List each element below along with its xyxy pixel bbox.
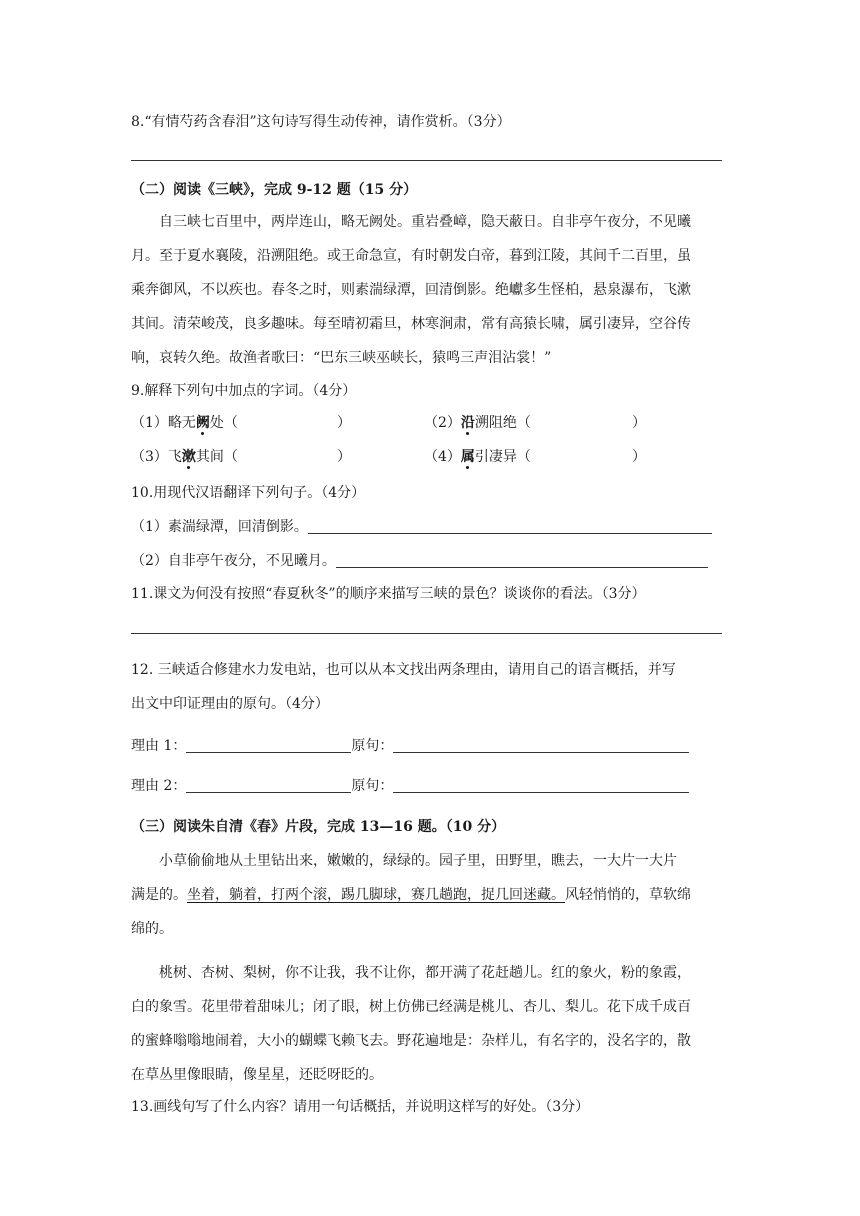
question-10: 10.用现代汉语翻译下列句子。（4分） xyxy=(131,485,366,501)
answer-blank[interactable] xyxy=(336,553,708,568)
q9-item-3: （3）飞漱其间（ xyxy=(131,449,238,465)
q9-item-2: （2）沿溯阻绝（ xyxy=(424,415,531,431)
question-12-line-2: 出文中印证理由的原句。（4分） xyxy=(131,696,329,712)
q9-item-1: （1）略无阙处（ xyxy=(131,415,238,431)
dotted-char: 漱 xyxy=(181,449,196,465)
passage-line: 月。至于夏水襄陵，沿溯阻绝。或王命急宣，有时朝发白帝，暮到江陵，其间千二百里，虽 xyxy=(131,248,691,264)
passage-line: 白的象雪。花里带着甜味儿；闭了眼，树上仿佛已经满是桃儿、杏儿、梨儿。花下成千成百 xyxy=(131,999,691,1015)
q9-item-4: （4）属引凄异（ xyxy=(424,449,531,465)
question-9: 9.解释下列句中加点的字词。（4分） xyxy=(131,383,357,399)
answer-blank[interactable] xyxy=(308,519,712,534)
passage-line: 自三峡七百里中，两岸连山，略无阙处。重岩叠嶂，隐天蔽日。自非亭午夜分，不见曦 xyxy=(159,214,691,230)
q9-blank-3[interactable]: ） xyxy=(337,449,351,465)
section-2-heading: （二）阅读《三峡》，完成 9-12 题（15 分） xyxy=(131,182,418,198)
passage-line: 的蜜蜂嗡嗡地闹着，大小的蝴蝶飞赖飞去。野花遍地是：杂样儿，有名字的，没名字的，散 xyxy=(131,1033,691,1049)
passage-line: 乘奔御风，不以疾也。春冬之时，则素湍绿潭，回清倒影。绝巘多生怪柏，悬泉瀑布，飞漱 xyxy=(131,282,691,298)
q12-reason-1: 理由 1： 原句： xyxy=(131,736,723,756)
passage-line: 满是的。坐着，躺着，打两个滚，踢几脚球，赛几趟跑，捉几回迷藏。风轻悄悄的，草软绵 xyxy=(131,887,691,903)
passage-line: 小草偷偷地从土里钻出来，嫩嫩的，绿绿的。园子里，田野里，瞧去，一大片一大片 xyxy=(159,853,677,869)
passage-line: 响，哀转久绝。故渔者歌曰：“巴东三峡巫峡长，猿鸣三声泪沾裳！” xyxy=(131,350,552,366)
quote-blank[interactable] xyxy=(393,778,689,793)
question-13: 13.画线句写了什么内容？请用一句话概括，并说明这样写的好处。（3分） xyxy=(131,1099,590,1115)
passage-line: 绵的。 xyxy=(131,921,173,937)
question-12-line-1: 12. 三峡适合修建水力发电站，也可以从本文找出两条理由，请用自己的语言概括，并写 xyxy=(131,662,676,678)
dotted-char: 沿 xyxy=(460,415,475,431)
q9-blank-1[interactable]: ） xyxy=(337,415,351,431)
reason-blank[interactable] xyxy=(186,738,351,753)
passage-line: 桃树、杏树、梨树，你不让我，我不让你，都开满了花赶趟儿。红的象火，粉的象霞， xyxy=(159,965,691,981)
answer-line-q11[interactable] xyxy=(131,633,722,634)
q9-blank-4[interactable]: ） xyxy=(632,449,646,465)
q12-reason-2: 理由 2： 原句： xyxy=(131,776,723,796)
section-3-heading: （三）阅读朱自清《春》片段，完成 13—16 题。（10 分） xyxy=(131,819,506,835)
q10-sentence-2: （2）自非亭午夜分，不见曦月。 xyxy=(131,551,723,571)
q9-blank-2[interactable]: ） xyxy=(632,415,646,431)
q10-sentence-1: （1）素湍绿潭，回清倒影。 xyxy=(131,517,723,537)
dotted-char: 阙 xyxy=(195,415,210,431)
underlined-sentence: 坐着，躺着，打两个滚，踢几脚球，赛几趟跑，捉几回迷藏。 xyxy=(187,887,565,903)
passage-line: 其间。清荣峻茂，良多趣味。每至晴初霜旦，林寒涧肃，常有高猿长啸，属引凄异，空谷传 xyxy=(131,316,691,332)
quote-blank[interactable] xyxy=(393,738,689,753)
answer-line-q8[interactable] xyxy=(131,160,722,161)
reason-blank[interactable] xyxy=(186,778,351,793)
passage-line: 在草丛里像眼睛，像星星，还眨呀眨的。 xyxy=(131,1067,383,1083)
question-11: 11.课文为何没有按照“春夏秋冬”的顺序来描写三峡的景色？谈谈你的看法。（3分） xyxy=(131,586,646,602)
dotted-char: 属 xyxy=(460,449,475,465)
question-8: 8.“有情芍药含春泪”这句诗写得生动传神，请作赏析。（3分） xyxy=(131,114,511,130)
